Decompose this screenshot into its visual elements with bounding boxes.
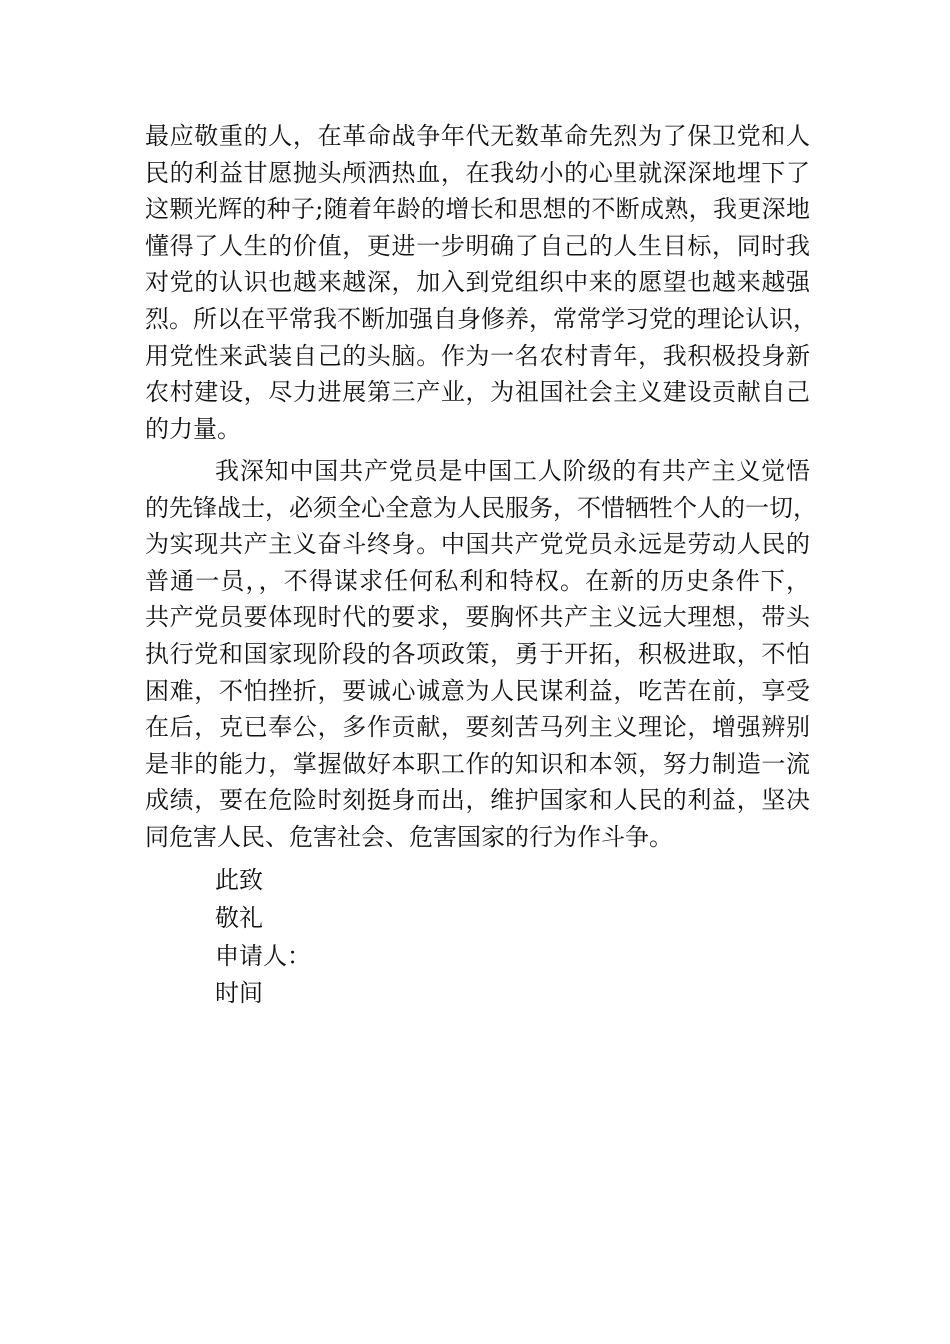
closing-salutation: 此致 (215, 866, 263, 894)
paragraph-line: 困难，不怕挫折，要诚心诚意为人民谋利益，吃苦在前，享受 (145, 676, 810, 705)
paragraph-line: 的先锋战士，必须全心全意为人民服务，不惜牺牲个人的一切， (145, 493, 817, 522)
paragraph-line: 共产党员要体现时代的要求，要胸怀共产主义远大理想，带头 (145, 603, 810, 632)
applicant-label: 申请人： (215, 942, 311, 970)
paragraph-line: 为实现共产主义奋斗终身。中国共产党党员永远是劳动人民的 (145, 530, 810, 559)
paragraph-line: 农村建设，尽力进展第三产业，为祖国社会主义建设贡献自己 (145, 378, 810, 407)
paragraph-1 (145, 118, 817, 447)
paragraph-line: 对党的认识也越来越深，加入到党组织中来的愿望也越来越强 (145, 268, 810, 297)
paragraph-line: 同危害人民、危害社会、危害国家的行为作斗争。 (145, 822, 673, 851)
paragraph-line: 执行党和国家现阶段的各项政策，勇于开拓，积极进取，不怕 (145, 639, 810, 668)
paragraph-line: 懂得了人生的价值，更进一步明确了自己的人生目标，同时我 (145, 231, 810, 260)
paragraph-line: 烈。所以在平常我不断加强自身修养，常常学习党的理论认识， (145, 304, 817, 333)
paragraph-line: 我深知中国共产党员是中国工人阶级的有共产主义觉悟 (215, 457, 810, 485)
paragraph-line: 普通一员，，不得谋求任何私利和特权。在新的历史条件下， (145, 566, 810, 595)
paragraph-line: 最应敬重的人，在革命战争年代无数革命先烈为了保卫党和人 (145, 122, 810, 150)
paragraph-line: 这颗光辉的种子;随着年龄的增长和思想的不断成熟，我更深地 (145, 195, 810, 224)
paragraph-line: 民的利益甘愿抛头颅洒热血，在我幼小的心里就深深地埋下了 (145, 158, 810, 187)
paragraph-line: 是非的能力，掌握做好本职工作的知识和本领，努力制造一流 (145, 749, 810, 778)
paragraph-line: 成绩，要在危险时刻挺身而出，维护国家和人民的利益，坚决 (145, 786, 810, 815)
time-label: 时间 (215, 979, 263, 1007)
paragraph-line: 在后，克已奉公，多作贡献，要刻苦马列主义理论，增强辨别 (145, 713, 810, 742)
paragraph-line: 的力量。 (145, 414, 241, 443)
paragraph-line: 用党性来武装自己的头脑。作为一名农村青年，我积极投身新 (145, 341, 810, 370)
paragraph-2 (145, 453, 817, 856)
closing-regards: 敬礼 (215, 904, 263, 932)
